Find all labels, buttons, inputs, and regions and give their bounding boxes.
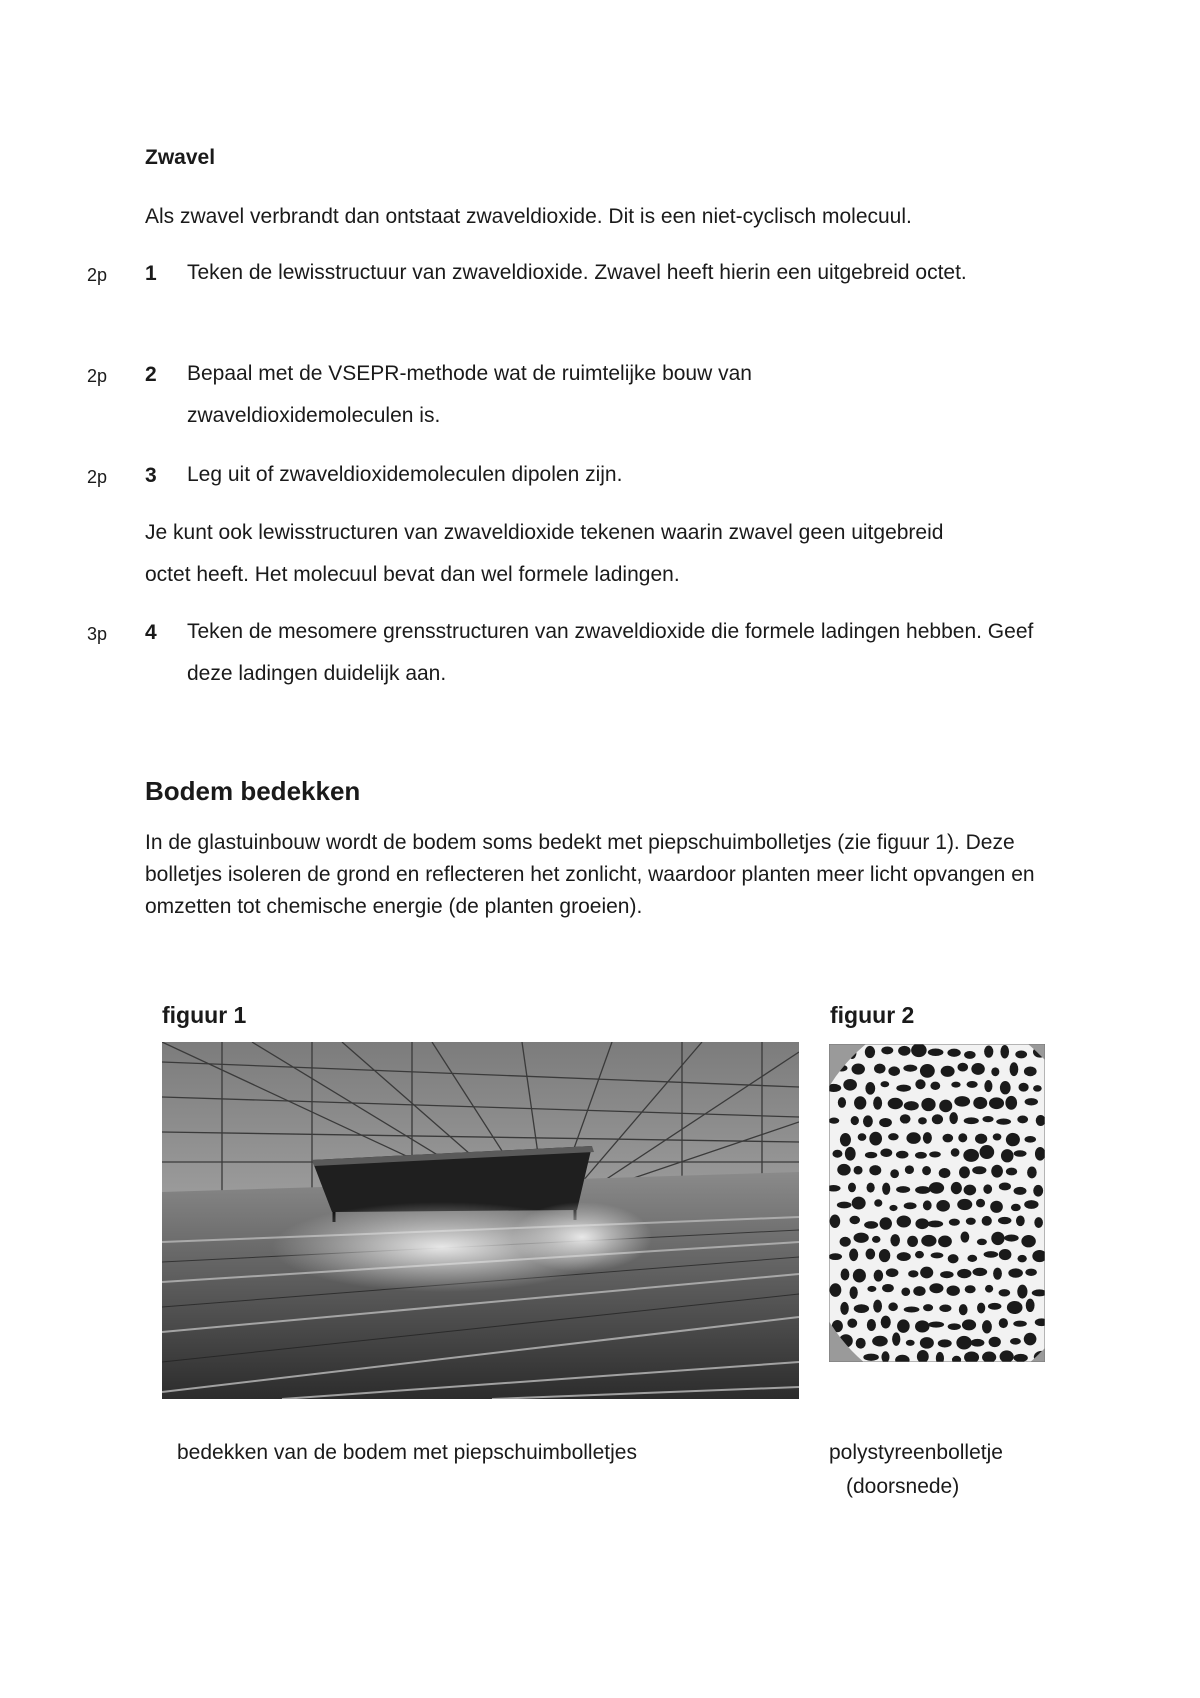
foam-cell xyxy=(829,1253,842,1260)
foam-cell xyxy=(906,1132,920,1144)
foam-cell xyxy=(843,1079,857,1091)
foam-cell xyxy=(888,1302,898,1311)
foam-cell xyxy=(890,1234,900,1246)
foam-cell xyxy=(1015,1050,1027,1058)
foam-cell xyxy=(911,1044,927,1057)
greenhouse-illustration xyxy=(162,1042,799,1399)
foam-cell xyxy=(946,1286,959,1296)
foam-cell xyxy=(874,1064,886,1074)
foam-cell xyxy=(898,1046,910,1056)
foam-cell xyxy=(948,1254,959,1263)
foam-cell xyxy=(956,1336,971,1350)
foam-cell xyxy=(921,1235,936,1247)
section-title-bodem: Bodem bedekken xyxy=(145,776,361,806)
foam-cell xyxy=(1010,1338,1021,1345)
foam-cell xyxy=(904,1202,917,1209)
foam-cell xyxy=(967,1255,977,1262)
foam-cell xyxy=(854,1304,869,1313)
foam-cell xyxy=(979,1145,994,1159)
foam-cell xyxy=(977,1239,987,1245)
foam-cell xyxy=(959,1166,970,1178)
foam-cell xyxy=(982,1320,992,1333)
foam-cell xyxy=(939,1100,952,1113)
foam-cell xyxy=(927,1220,943,1227)
foam-cell xyxy=(886,1268,899,1277)
foam-cell xyxy=(1014,1150,1027,1157)
question-2-number: 2 xyxy=(145,363,157,386)
foam-cell xyxy=(1011,1204,1021,1211)
foam-cell xyxy=(908,1270,918,1277)
foam-cell xyxy=(869,1132,882,1146)
foam-cell xyxy=(880,1149,892,1157)
foam-cell xyxy=(989,1337,1001,1347)
foam-cell xyxy=(900,1114,911,1123)
foam-cell xyxy=(854,1166,863,1175)
question-1-number: 1 xyxy=(145,262,157,285)
foam-cross-section-illustration xyxy=(829,1044,1045,1362)
foam-cell xyxy=(1006,1133,1020,1146)
foam-cell xyxy=(966,1218,976,1225)
foam-cell xyxy=(984,1251,999,1258)
foam-cell xyxy=(965,1285,976,1293)
foam-cell xyxy=(905,1165,914,1174)
foam-cell xyxy=(929,1182,944,1194)
foam-cell xyxy=(1027,1167,1037,1179)
foam-cell xyxy=(840,1302,848,1315)
foam-cell xyxy=(1024,1066,1037,1076)
foam-cell xyxy=(923,1304,933,1311)
foam-cell xyxy=(947,1049,960,1057)
foam-cell xyxy=(1017,1115,1028,1123)
foam-cell xyxy=(964,1185,977,1196)
foam-cell xyxy=(973,1097,987,1109)
foam-cell xyxy=(928,1321,944,1327)
foam-cell xyxy=(1021,1235,1035,1247)
figure-2-caption-line-1: polystyreenbolletje xyxy=(829,1441,1003,1464)
foam-cell xyxy=(1008,1268,1023,1277)
foam-cell xyxy=(931,1252,944,1258)
section-title-zwavel: Zwavel xyxy=(145,146,216,169)
foam-cell xyxy=(903,1065,917,1072)
foam-cell xyxy=(849,1216,860,1225)
foam-cell xyxy=(991,1165,1003,1178)
foam-cell xyxy=(976,1199,985,1208)
foam-cell xyxy=(1006,1168,1017,1176)
foam-cell xyxy=(954,1096,970,1106)
question-1-text: Teken de lewisstructuur van zwaveldioxide. Zwavel heeft hierin een uitgebreid octet. xyxy=(187,261,967,284)
foam-cell xyxy=(1013,1321,1027,1327)
foam-cell xyxy=(1035,1147,1045,1161)
foam-cell xyxy=(901,1288,910,1297)
foam-cell xyxy=(881,1046,893,1054)
figure-1-caption: bedekken van de bodem met piepschuimbolletjes xyxy=(177,1441,637,1464)
foam-cell xyxy=(915,1218,928,1229)
foam-cell xyxy=(888,1098,903,1109)
foam-cell xyxy=(865,1046,875,1058)
question-3-number: 3 xyxy=(145,464,157,487)
foam-cell xyxy=(1014,1187,1027,1195)
foam-cell xyxy=(904,1306,920,1312)
foam-cell xyxy=(863,1354,879,1361)
foam-cell xyxy=(921,1098,935,1111)
foam-cell xyxy=(867,1319,876,1331)
foam-cell xyxy=(873,1300,882,1313)
foam-cell xyxy=(964,1051,976,1059)
foam-cell xyxy=(852,1063,865,1074)
foam-cell xyxy=(938,1236,952,1248)
foam-cell xyxy=(854,1233,869,1243)
foam-cell xyxy=(915,1152,927,1159)
foam-cell xyxy=(852,1197,866,1210)
foam-cell xyxy=(928,1048,944,1056)
figure-2-foam-photo xyxy=(829,1044,1045,1362)
foam-cell xyxy=(938,1339,952,1347)
foam-cell xyxy=(939,1168,951,1178)
foam-cell xyxy=(840,1237,851,1247)
figure-2-caption-line-2: (doorsnede) xyxy=(846,1475,960,1498)
foam-cell xyxy=(999,1182,1011,1190)
foam-cell xyxy=(874,1270,883,1282)
foam-cell xyxy=(996,1119,1011,1125)
question-4-points: 3p xyxy=(87,624,108,644)
foam-cell xyxy=(829,1118,839,1124)
foam-cell xyxy=(1026,1299,1035,1312)
figure-2-label: figuur 2 xyxy=(830,1002,915,1028)
foam-cell xyxy=(913,1286,925,1296)
foam-cell xyxy=(896,1151,909,1159)
foam-cell xyxy=(951,1182,962,1194)
foam-cell xyxy=(989,1097,1004,1109)
foam-cell xyxy=(892,1332,900,1345)
foam-cell xyxy=(879,1249,890,1262)
foam-cell xyxy=(982,1116,993,1122)
foam-cell xyxy=(838,1097,846,1108)
foam-cell xyxy=(920,1267,933,1279)
formal-charges-text: Je kunt ook lewisstructuren van zwaveldioxide tekenen waarin zwavel geen uitgebreid octet heeft. Het molecuul bevat dan wel formele ladingen. xyxy=(145,521,944,586)
foam-cell xyxy=(923,1200,932,1210)
question-2-text: Bepaal met de VSEPR-methode wat de ruimtelijke bouw van zwaveldioxidemoleculen is. xyxy=(187,362,752,427)
foam-cell xyxy=(971,1063,984,1075)
intro-text: Als zwavel verbrandt dan ontstaat zwaveldioxide. Dit is een niet-cyclisch molecuul. xyxy=(145,205,912,228)
foam-cell xyxy=(929,1151,941,1157)
foam-cell xyxy=(984,1080,992,1092)
foam-cell xyxy=(942,1134,953,1143)
foam-cell xyxy=(962,1319,976,1330)
foam-cell xyxy=(920,1337,934,1349)
foam-cell xyxy=(1000,1081,1011,1094)
foam-cell xyxy=(932,1114,943,1124)
foam-cell xyxy=(850,1286,858,1299)
question-3-points: 2p xyxy=(87,467,108,487)
foam-cell xyxy=(930,1082,940,1090)
foam-cell xyxy=(1017,1285,1027,1299)
figure-2-caption xyxy=(829,1436,1069,1504)
foam-cell xyxy=(993,1133,1002,1140)
foam-cell xyxy=(879,1118,892,1127)
foam-cell xyxy=(977,1303,985,1314)
foam-cell xyxy=(897,1215,911,1227)
foam-cell xyxy=(888,1133,899,1140)
foam-cell xyxy=(867,1286,876,1292)
foam-cell xyxy=(867,1183,875,1193)
foam-cell xyxy=(882,1284,894,1292)
foam-cell xyxy=(1016,1215,1025,1226)
foam-cell xyxy=(1024,1333,1037,1346)
foam-cell xyxy=(865,1152,877,1158)
foam-cell xyxy=(864,1221,878,1229)
foam-cell xyxy=(1000,1045,1009,1058)
foam-cell xyxy=(975,1134,987,1144)
foam-cell xyxy=(915,1079,925,1089)
foam-cell xyxy=(847,1318,857,1327)
foam-cell xyxy=(985,1285,993,1293)
foam-cell xyxy=(849,1249,858,1262)
foam-cell xyxy=(1001,1149,1014,1162)
bodem-text: In de glastuinbouw wordt de bodem soms bedekt met piepschuimbolletjes (zie figuur 1). Deze bolletjes isoleren de grond en reflecteren het zonlicht, waardoor planten meer licht opvangen en omzetten tot chemische energie (de planten groeien). xyxy=(145,831,1035,918)
foam-cell xyxy=(964,1117,979,1124)
foam-cell xyxy=(897,1252,911,1261)
foam-cell xyxy=(936,1200,950,1212)
foam-cell xyxy=(848,1183,856,1193)
foam-cell xyxy=(999,1289,1011,1296)
foam-cell xyxy=(922,1166,931,1175)
foam-cell xyxy=(874,1199,882,1206)
foam-cell xyxy=(881,1081,890,1087)
foam-cell xyxy=(1017,1255,1026,1262)
foam-cell xyxy=(1007,1301,1023,1314)
foam-cell xyxy=(999,1249,1012,1260)
foam-cell xyxy=(920,1064,935,1078)
foam-cell xyxy=(963,1149,979,1162)
foam-cell xyxy=(957,1063,968,1072)
figure-1-greenhouse-photo xyxy=(162,1042,799,1399)
foam-cell xyxy=(879,1217,891,1230)
question-1-points: 2p xyxy=(87,265,108,285)
foam-cell xyxy=(1024,1200,1038,1209)
foam-cell xyxy=(941,1066,955,1077)
foam-cell xyxy=(972,1268,987,1276)
foam-cell xyxy=(858,1133,867,1141)
foam-cell xyxy=(837,1164,850,1176)
question-3-text: Leg uit of zwaveldioxidemoleculen dipolen zijn. xyxy=(187,463,623,486)
foam-cell xyxy=(1025,1098,1038,1105)
foam-cell xyxy=(865,1082,875,1095)
foam-cell xyxy=(841,1269,850,1281)
foam-cell xyxy=(918,1117,927,1124)
figure-1-label: figuur 1 xyxy=(162,1002,247,1028)
foam-cell xyxy=(881,1316,891,1329)
foam-cell xyxy=(951,1148,960,1156)
foam-cell xyxy=(915,1186,930,1194)
foam-cell xyxy=(845,1147,856,1161)
foam-cell xyxy=(940,1271,954,1278)
foam-cell xyxy=(929,1283,943,1293)
foam-cell xyxy=(907,1236,918,1247)
foam-cell xyxy=(988,1303,1002,1310)
foam-cell xyxy=(1014,1354,1028,1362)
foam-cell xyxy=(889,1205,897,1211)
foam-cell xyxy=(830,1215,840,1228)
question-2-points: 2p xyxy=(87,366,108,386)
foam-cell xyxy=(998,1217,1011,1224)
foam-cell xyxy=(890,1169,899,1178)
foam-cell xyxy=(991,1232,1004,1245)
foam-cell xyxy=(961,1231,970,1242)
foam-cell xyxy=(872,1336,888,1347)
foam-cell xyxy=(856,1338,866,1349)
foam-cell xyxy=(999,1318,1008,1328)
foam-cell xyxy=(984,1046,993,1058)
foam-cell xyxy=(904,1101,919,1110)
foam-cell xyxy=(957,1269,971,1278)
foam-cell xyxy=(873,1097,882,1110)
foam-cell xyxy=(896,1085,911,1092)
foam-cell xyxy=(915,1251,924,1258)
foam-cell xyxy=(958,1133,967,1142)
foam-cell xyxy=(959,1304,968,1315)
foam-cell xyxy=(991,1067,999,1076)
foam-cell xyxy=(970,1339,984,1347)
foam-cell xyxy=(840,1133,851,1147)
foam-cell xyxy=(830,1283,842,1297)
foam-cell xyxy=(1034,1217,1043,1228)
foam-cell xyxy=(882,1183,890,1195)
foam-cell xyxy=(869,1165,881,1175)
foam-cell xyxy=(832,1150,842,1158)
foam-cell xyxy=(1024,1136,1036,1143)
foam-cell xyxy=(983,1184,992,1194)
foam-cell xyxy=(1033,1085,1042,1092)
foam-cell xyxy=(897,1319,910,1332)
foam-cell xyxy=(949,1219,960,1226)
foam-cell xyxy=(915,1320,929,1332)
foam-cell xyxy=(1019,1083,1029,1092)
foam-cell xyxy=(851,1116,859,1125)
foam-cell xyxy=(982,1216,992,1226)
foam-cell xyxy=(837,1202,852,1209)
foam-cell xyxy=(990,1201,1003,1213)
foam-cell xyxy=(1005,1096,1017,1110)
foam-cell xyxy=(853,1269,866,1283)
foam-cell xyxy=(948,1323,961,1330)
foam-cell xyxy=(957,1199,972,1210)
foam-cell xyxy=(951,1082,960,1088)
foam-cell xyxy=(906,1340,915,1346)
foam-cell xyxy=(1010,1062,1019,1076)
foam-cell xyxy=(866,1249,876,1260)
foam-cell xyxy=(967,1081,978,1088)
foam-cell xyxy=(896,1186,910,1193)
question-4-text: Teken de mesomere grensstructuren van zwaveldioxide die formele ladingen hebben. Geef deze ladingen duidelijk aan. xyxy=(187,620,1034,685)
foam-cell xyxy=(939,1305,951,1312)
foam-cell xyxy=(993,1268,1002,1280)
foam-cell xyxy=(1025,1269,1037,1276)
foam-cell xyxy=(972,1166,986,1174)
foam-cell xyxy=(923,1132,932,1144)
foam-cell xyxy=(1033,1185,1043,1197)
foam-cell xyxy=(854,1096,866,1109)
foam-cell xyxy=(1004,1235,1018,1242)
question-4-number: 4 xyxy=(145,621,157,644)
foam-cell xyxy=(872,1236,881,1243)
foam-cell xyxy=(863,1115,873,1127)
foam-cell xyxy=(949,1112,957,1124)
foam-cell xyxy=(888,1066,900,1076)
